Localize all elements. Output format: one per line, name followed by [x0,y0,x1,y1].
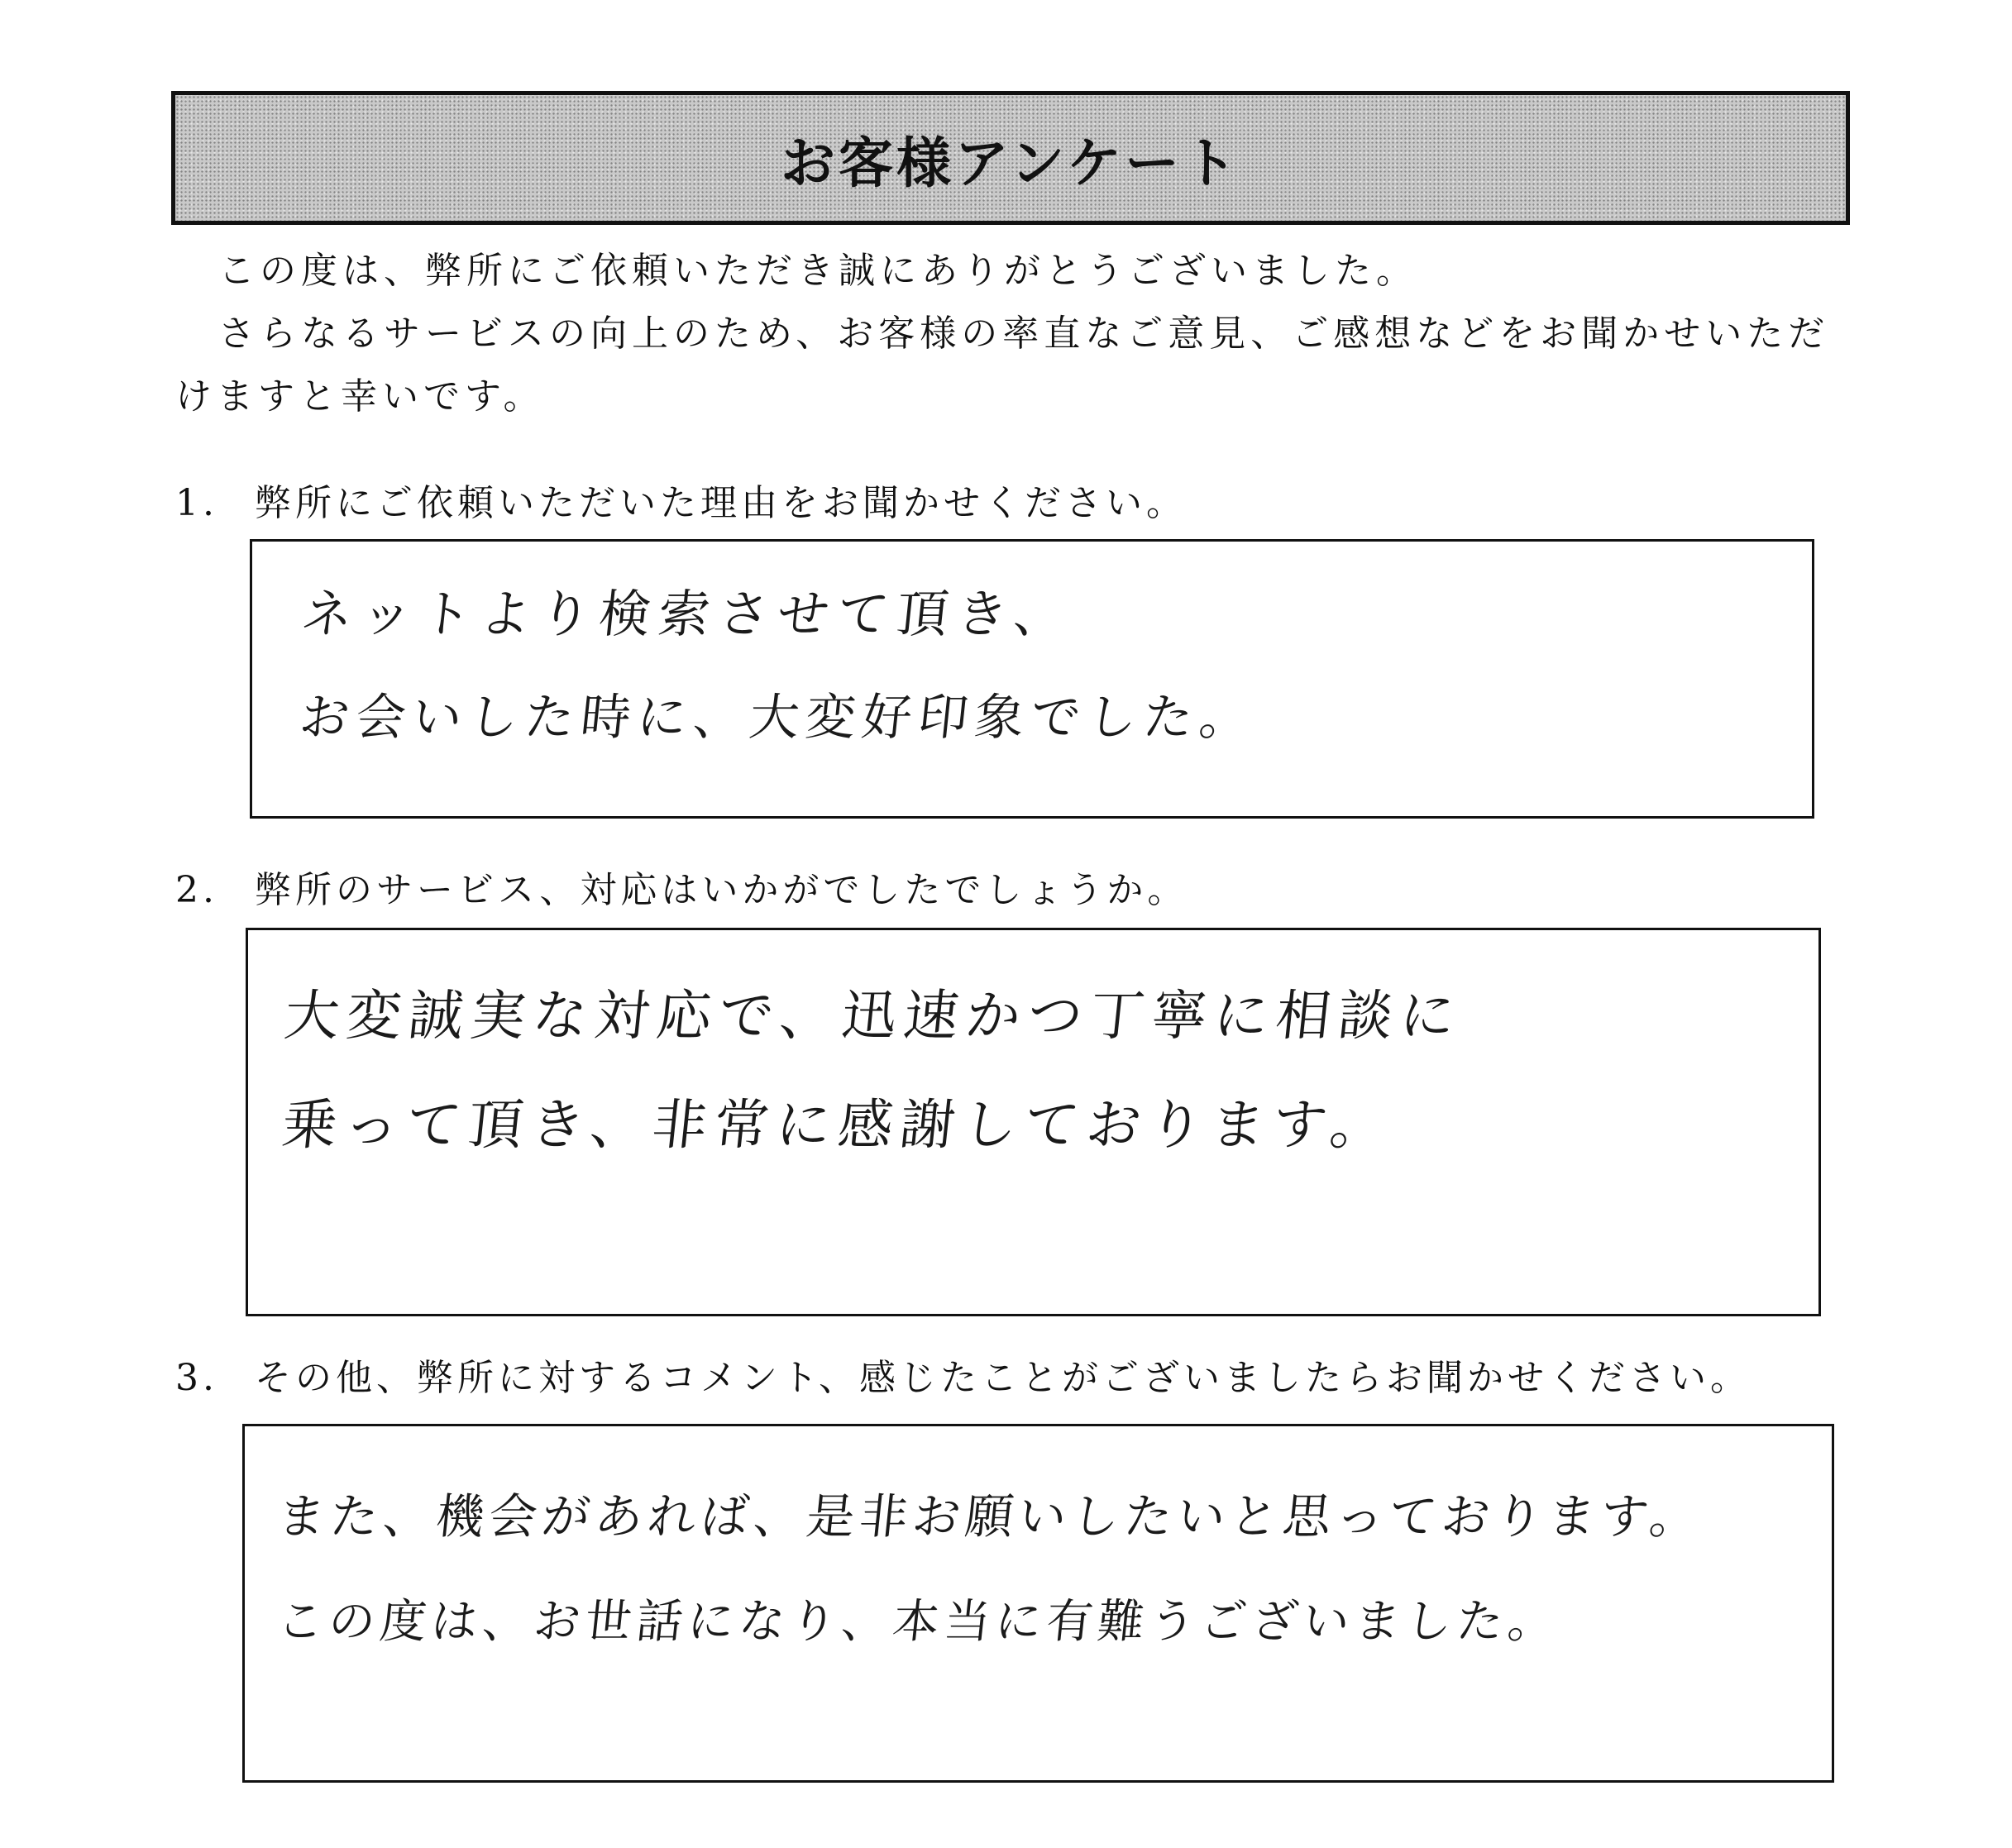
question-number: 2. [175,869,218,911]
question-text: 弊所のサービス、対応はいかがでしたでしょうか。 [255,869,1188,911]
question-3 [175,1348,1751,1401]
handwritten-answer-line: また、機会があれば、是非お願いしたいと思っております。 [274,1488,1706,1545]
question-2 [175,860,1188,913]
answer-box-3 [242,1424,1834,1783]
question-number: 3. [175,1357,218,1399]
intro-text [175,240,1846,428]
handwritten-answer-line: お会いした時に、大変好印象でした。 [296,689,1259,747]
intro-line-1: この度は、弊所にご依頼いただき誠にありがとうございました。 [218,250,1417,292]
handwritten-answer-line: ネットより検索させて頂き、 [298,584,1077,644]
question-text: その他、弊所に対するコメント、感じたことがございましたらお聞かせください。 [255,1357,1752,1399]
handwritten-answer-line: この度は、お世話になり、本当に有難うございました。 [275,1595,1562,1649]
question-text: 弊所にご依頼いただいた理由をお聞かせください。 [255,482,1187,524]
intro-line-2: さらなるサービスの向上のため、お客様の率直なご意見、ご感想などをお聞かせいただけますと幸いです。 [175,313,1830,418]
title-banner [171,91,1850,225]
handwritten-answer-line: 乗って頂き、非常に感謝しております。 [279,1093,1396,1157]
page-title: お客様アンケート [780,131,1241,195]
answer-box-1 [250,539,1814,819]
handwritten-answer-line: 大変誠実な対応で、迅速かつ丁寧に相談に [281,984,1466,1048]
answer-box-2 [246,928,1821,1316]
question-1 [175,473,1187,526]
question-number: 1. [175,482,218,524]
